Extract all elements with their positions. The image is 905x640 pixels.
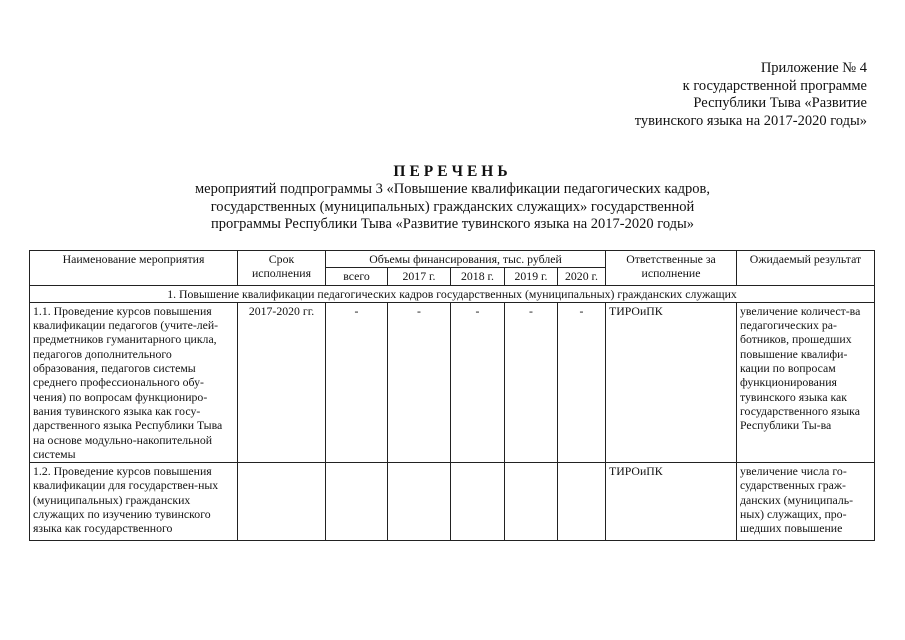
subtitle-line-3: программы Республики Тыва «Развитие тувинского языка на 2017-2020 годы» bbox=[210, 216, 695, 232]
row-2-2019 bbox=[505, 463, 558, 541]
row-1-total: - bbox=[326, 302, 388, 462]
header-name: Наименование мероприятия bbox=[30, 251, 238, 286]
table-row bbox=[30, 302, 875, 462]
appendix-line-1: Приложение № 4 bbox=[760, 60, 867, 76]
subtitle-line-1: мероприятий подпрограммы 3 «Повышение квалификации педагогических кадров, bbox=[195, 181, 710, 197]
row-1-2018: - bbox=[451, 302, 505, 462]
header-term: Срок исполнения bbox=[238, 251, 326, 286]
appendix-line-2: к государственной программе bbox=[682, 77, 867, 94]
appendix-note bbox=[635, 60, 867, 130]
header-2019: 2019 г. bbox=[505, 268, 558, 285]
row-1-responsible: ТИРОиПК bbox=[606, 302, 737, 462]
appendix-line-3: Республики Тыва «Развитие bbox=[693, 95, 867, 111]
row-2-name: 1.2. Проведение курсов повышения квалификации для государствен-ных (муниципальных) гражданских служащих по изучению тувинского языка как государственного bbox=[30, 463, 238, 541]
row-2-2020 bbox=[558, 463, 606, 541]
measures-table bbox=[29, 250, 875, 541]
header-responsible: Ответственные за исполнение bbox=[606, 251, 737, 286]
row-1-result: увеличение количест-ва педагогических ра-ботников, прошедших повышение квалифи-кации по вопросам функционирования тувинского языка как государственного языка Республики Ты-ва bbox=[737, 302, 875, 462]
header-result: Ожидаемый результат bbox=[737, 251, 875, 286]
document-title: ПЕРЕЧЕНЬ bbox=[393, 163, 512, 180]
row-1-2020: - bbox=[558, 302, 606, 462]
section-row bbox=[30, 285, 875, 302]
row-1-2019: - bbox=[505, 302, 558, 462]
header-total: всего bbox=[326, 268, 388, 285]
row-2-result: увеличение числа го-сударственных граж-данских (муниципаль-ных) служащих, про-шедших повышение bbox=[737, 463, 875, 541]
header-2017: 2017 г. bbox=[388, 268, 451, 285]
header-funding: Объемы финансирования, тыс. рублей bbox=[326, 251, 606, 268]
row-1-2017: - bbox=[388, 302, 451, 462]
document-subtitle bbox=[120, 181, 785, 234]
subtitle-line-2: государственных (муниципальных) гражданских служащих» государственной bbox=[210, 198, 695, 215]
row-2-2018 bbox=[451, 463, 505, 541]
table-header-row-1 bbox=[30, 251, 875, 268]
table-row bbox=[30, 463, 875, 541]
row-1-name: 1.1. Проведение курсов повышения квалификации педагогов (учите-лей-предметников гуманитарного цикла, педагогов дополнительного образования, педагогов системы среднего профессионального обу-чения) по вопросам функциониро-вания тувинского языка как госу-дарственного языка Республики Тыва на основе модульно-накопительной системы bbox=[30, 302, 238, 462]
header-2020: 2020 г. bbox=[558, 268, 606, 285]
section-heading: 1. Повышение квалификации педагогических кадров государственных (муниципальных) гражданских служащих bbox=[30, 285, 875, 302]
header-2018: 2018 г. bbox=[451, 268, 505, 285]
row-2-term bbox=[238, 463, 326, 541]
row-2-2017 bbox=[388, 463, 451, 541]
row-1-term: 2017-2020 гг. bbox=[238, 302, 326, 462]
row-2-total bbox=[326, 463, 388, 541]
row-2-responsible: ТИРОиПК bbox=[606, 463, 737, 541]
appendix-line-4: тувинского языка на 2017-2020 годы» bbox=[634, 112, 867, 129]
